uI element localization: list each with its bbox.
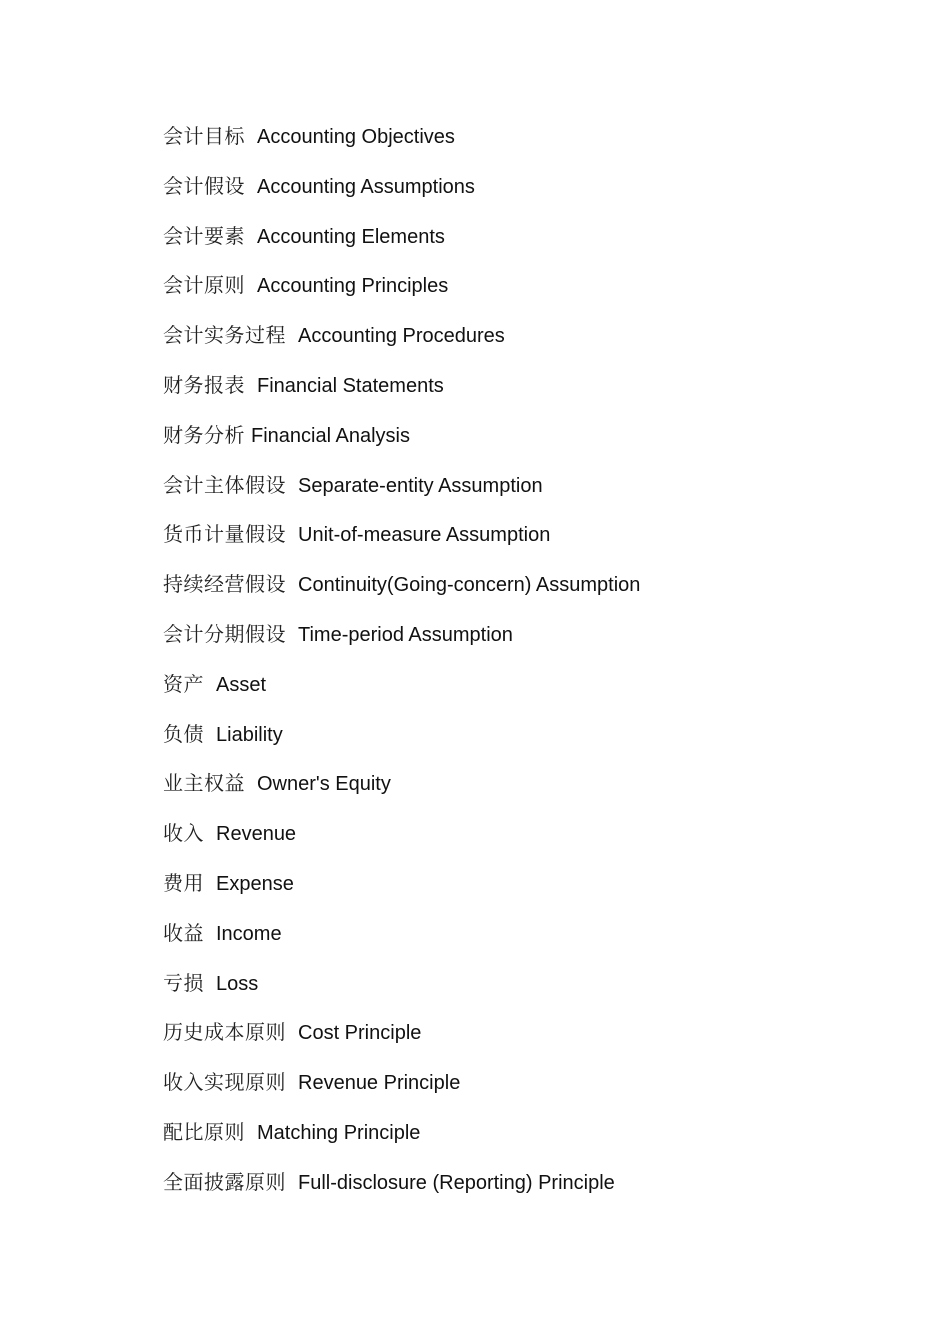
glossary-row-unit-of-measure-assumption [163,516,863,566]
term-chinese: 财务报表 [163,372,245,397]
term-chinese: 会计目标 [163,124,245,148]
term-english: Accounting Objectives [257,126,455,148]
term-english: Loss [216,972,259,995]
term-chinese: 业主权益 [163,771,245,796]
glossary-row-accounting-objectives [163,118,863,168]
glossary-row-time-period-assumption [163,616,863,666]
term-english: Asset [216,673,267,696]
glossary-row-financial-analysis [163,417,863,467]
term-chinese: 费用 [163,870,204,895]
term-english: Separate-entity Assumption [298,474,543,497]
term-chinese: 资产 [163,671,204,696]
glossary-row-separate-entity-assumption [163,467,863,517]
term-english: Continuity(Going-concern) Assumption [298,574,641,597]
glossary-row-expense [163,865,863,915]
term-english: Financial Statements [257,374,444,397]
term-chinese: 持续经营假设 [163,572,286,597]
term-chinese: 收入实现原则 [163,1070,286,1095]
term-english: Accounting Principles [257,275,449,298]
term-chinese: 收入 [163,821,204,846]
glossary-row-cost-principle [163,1014,863,1064]
glossary-row-matching-principle [163,1114,863,1164]
term-english: Income [216,922,282,945]
term-english: Owner's Equity [257,773,391,796]
term-chinese: 货币计量假设 [163,522,286,547]
glossary-list [163,118,863,1214]
term-chinese: 会计主体假设 [163,472,286,497]
term-english: Expense [216,872,294,895]
term-english: Full-disclosure (Reporting) Principle [298,1171,615,1194]
glossary-row-accounting-elements [163,218,863,268]
term-english: Accounting Procedures [298,325,505,348]
glossary-row-accounting-assumptions [163,168,863,218]
term-english: Accounting Assumptions [257,175,475,198]
term-chinese: 负债 [163,721,204,746]
glossary-row-revenue [163,815,863,865]
glossary-row-owners-equity [163,765,863,815]
term-chinese: 会计要素 [163,223,245,248]
glossary-row-income [163,915,863,965]
glossary-row-continuity-assumption [163,566,863,616]
term-chinese: 收益 [163,920,204,945]
term-english: Revenue Principle [298,1072,461,1095]
term-english: Accounting Elements [257,225,445,248]
term-chinese: 财务分析 [163,422,245,447]
term-chinese: 会计分期假设 [163,621,286,646]
glossary-row-full-disclosure-principle [163,1164,863,1214]
term-chinese: 会计假设 [163,173,245,198]
term-english: Cost Principle [298,1022,422,1045]
glossary-row-accounting-procedures [163,317,863,367]
glossary-row-asset [163,666,863,716]
term-english: Liability [216,723,283,746]
term-chinese: 会计原则 [163,273,245,298]
term-english: Matching Principle [257,1121,421,1144]
term-chinese: 历史成本原则 [163,1020,286,1045]
term-english: Unit-of-measure Assumption [298,524,551,547]
glossary-row-loss [163,965,863,1015]
term-chinese: 会计实务过程 [163,323,286,348]
term-english: Time-period Assumption [298,623,513,646]
glossary-row-accounting-principles [163,267,863,317]
term-english: Revenue [216,823,297,846]
term-english: Financial Analysis [251,424,410,447]
term-chinese: 亏损 [163,970,204,995]
glossary-row-financial-statements [163,367,863,417]
glossary-row-revenue-principle [163,1064,863,1114]
term-chinese: 配比原则 [163,1119,245,1144]
term-chinese: 全面披露原则 [163,1169,286,1194]
glossary-row-liability [163,716,863,766]
